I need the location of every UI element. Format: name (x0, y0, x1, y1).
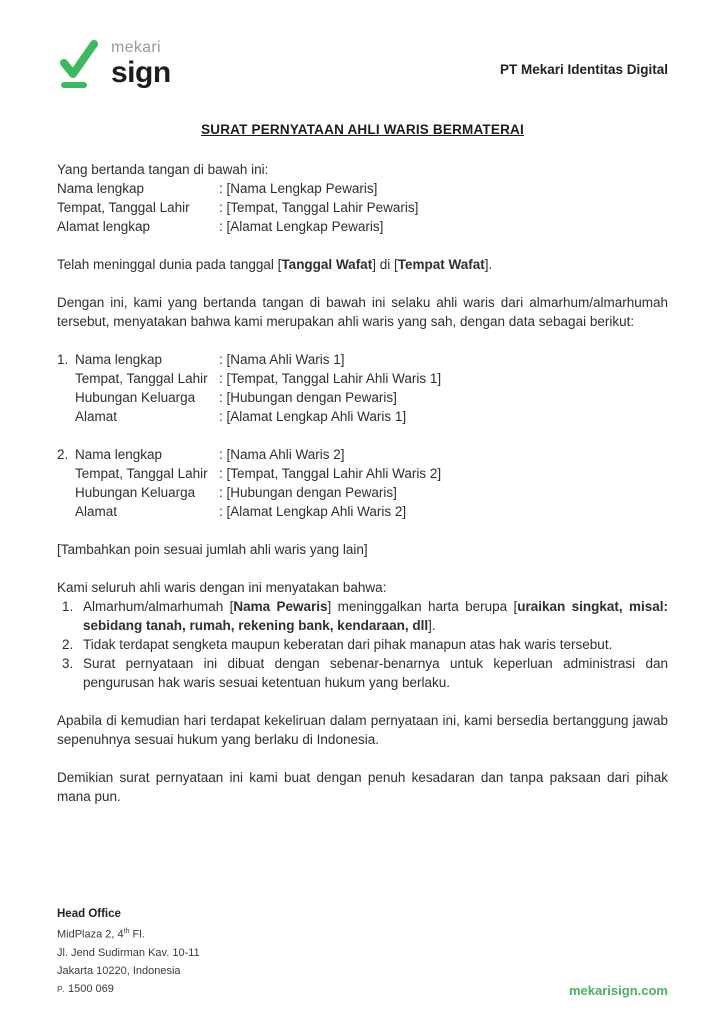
document-header (57, 38, 668, 90)
field-label: Tempat, Tanggal Lahir (75, 371, 208, 386)
statements-intro: Kami seluruh ahli waris dengan ini menyatakan bahwa: (57, 580, 387, 595)
death-sentence (57, 255, 668, 274)
heir-field-row (57, 483, 668, 502)
statement-item (57, 635, 668, 654)
field-value: : [Alamat Lengkap Ahli Waris 2] (219, 504, 407, 519)
heir-field-row (57, 407, 668, 426)
logo-word-sign: sign (111, 56, 171, 89)
heir-2-block (57, 445, 668, 521)
heir-1-block (57, 350, 668, 426)
logo-wordmark (111, 40, 171, 90)
field-value: : [Tempat, Tanggal Lahir Ahli Waris 2] (219, 466, 442, 481)
field-label: Hubungan Keluarga (75, 390, 196, 405)
field-label: Alamat lengkap (57, 219, 151, 234)
phone-label: P. (57, 984, 65, 994)
statements-block (57, 578, 668, 692)
field-label: Tempat, Tanggal Lahir (57, 200, 190, 215)
address-line-2: Jl. Jend Sudirman Kav. 10-11 (57, 947, 200, 959)
address-line-3: Jakarta 10220, Indonesia (57, 965, 181, 977)
heir-number: 1. (57, 352, 69, 367)
field-value: : [Hubungan dengan Pewaris] (219, 485, 397, 500)
field-value: : [Alamat Lengkap Pewaris] (219, 219, 384, 234)
heir-field-row (57, 445, 668, 464)
heir-field-row (57, 350, 668, 369)
field-row (57, 217, 668, 236)
website-link[interactable]: mekarisign.com (569, 983, 668, 998)
address-line-1 (57, 923, 200, 944)
indent-spacer (57, 407, 75, 426)
text-run: MidPlaza 2, 4 (57, 929, 124, 941)
opening-line: Yang bertanda tangan di bawah ini: (57, 162, 269, 177)
statement-text: Surat pernyataan ini dibuat dengan sebenar-benarnya untuk keperluan administrasi dan pengurusan hak waris sesuai ketentuan hukum yang berlaku. (83, 656, 668, 690)
field-label: Tempat, Tanggal Lahir (75, 466, 208, 481)
text-run: ] di [ (372, 257, 398, 272)
field-label: Alamat (75, 409, 118, 424)
document-title: SURAT PERNYATAAN AHLI WARIS BERMATERAI (201, 122, 524, 137)
logo-word-mekari: mekari (111, 39, 161, 56)
indent-spacer (57, 464, 75, 483)
field-value: : [Hubungan dengan Pewaris] (219, 390, 397, 405)
statement-text (83, 597, 668, 635)
indent-spacer (57, 483, 75, 502)
indent-spacer (57, 388, 75, 407)
heir-field-row (57, 464, 668, 483)
checkmark-icon (57, 38, 101, 90)
statement-item (57, 597, 668, 635)
text-run: ]. (484, 257, 493, 272)
text-run: Fl. (129, 929, 145, 941)
document-footer (57, 905, 668, 998)
closing-paragraph-2: Demikian surat pernyataan ini kami buat dengan penuh kesadaran dan tanpa paksaan dari pihak mana pun. (57, 770, 668, 804)
closing-paragraph-1: Apabila di kemudian hari terdapat kekeliruan dalam pernyataan ini, kami bersedia bertanggung jawab sepenuhnya sesuai hukum yang berlaku di Indonesia. (57, 713, 668, 747)
phone-number: 1500 069 (68, 983, 114, 995)
field-label: Hubungan Keluarga (75, 485, 196, 500)
head-office-title: Head Office (57, 908, 121, 921)
statement-number: 1. (62, 599, 74, 614)
field-label: Nama lengkap (57, 181, 145, 196)
ordinal-superscript: th (123, 928, 130, 936)
placeholder-nama-pewaris: Nama Pewaris (233, 599, 328, 614)
field-row (57, 198, 668, 217)
text-run: Almarhum/almarhumah [ (83, 599, 234, 614)
text-run: ]. (428, 618, 436, 633)
indent-spacer (57, 502, 75, 521)
statement-item (57, 654, 668, 692)
field-label: Nama lengkap (75, 447, 163, 462)
heir-field-row (57, 369, 668, 388)
placeholder-tempat-wafat: Tempat Wafat (397, 257, 485, 272)
heir-field-row (57, 388, 668, 407)
company-name: PT Mekari Identitas Digital (499, 62, 668, 77)
field-row (57, 179, 668, 198)
text-run: Telah meninggal dunia pada tanggal [ (57, 257, 282, 272)
placeholder-tanggal-wafat: Tanggal Wafat (281, 257, 373, 272)
deceased-identity-block (57, 160, 668, 236)
statement-number: 2. (62, 637, 74, 652)
placeholder-uraian-harta: uraikan singkat, misal: sebidang tanah, rumah, rekening bank, kendaraan, dll (83, 599, 668, 633)
field-value: : [Nama Ahli Waris 1] (219, 352, 345, 367)
field-label: Nama lengkap (75, 352, 163, 367)
field-value: : [Alamat Lengkap Ahli Waris 1] (219, 409, 407, 424)
head-office-block (57, 905, 200, 998)
field-value: : [Nama Ahli Waris 2] (219, 447, 345, 462)
text-run: ] meninggalkan harta berupa [ (327, 599, 518, 614)
indent-spacer (57, 369, 75, 388)
heir-number: 2. (57, 447, 69, 462)
statement-number: 3. (62, 656, 74, 671)
heir-field-row (57, 502, 668, 521)
field-value: : [Nama Lengkap Pewaris] (219, 181, 378, 196)
add-more-note: [Tambahkan poin sesuai jumlah ahli waris yang lain] (57, 542, 368, 557)
statement-text: Tidak terdapat sengketa maupun keberatan dari pihak manapun atas hak waris tersebut. (83, 637, 613, 652)
mekari-sign-logo (57, 38, 171, 90)
declaration-paragraph: Dengan ini, kami yang bertanda tangan di bawah ini selaku ahli waris dari almarhum/almarhumah tersebut, menyatakan bahwa kami merupakan ahli waris yang sah, dengan data sebagai berikut: (57, 295, 668, 329)
field-value: : [Tempat, Tanggal Lahir Ahli Waris 1] (219, 371, 442, 386)
field-value: : [Tempat, Tanggal Lahir Pewaris] (219, 200, 419, 215)
phone-line (57, 980, 200, 998)
field-label: Alamat (75, 504, 118, 519)
